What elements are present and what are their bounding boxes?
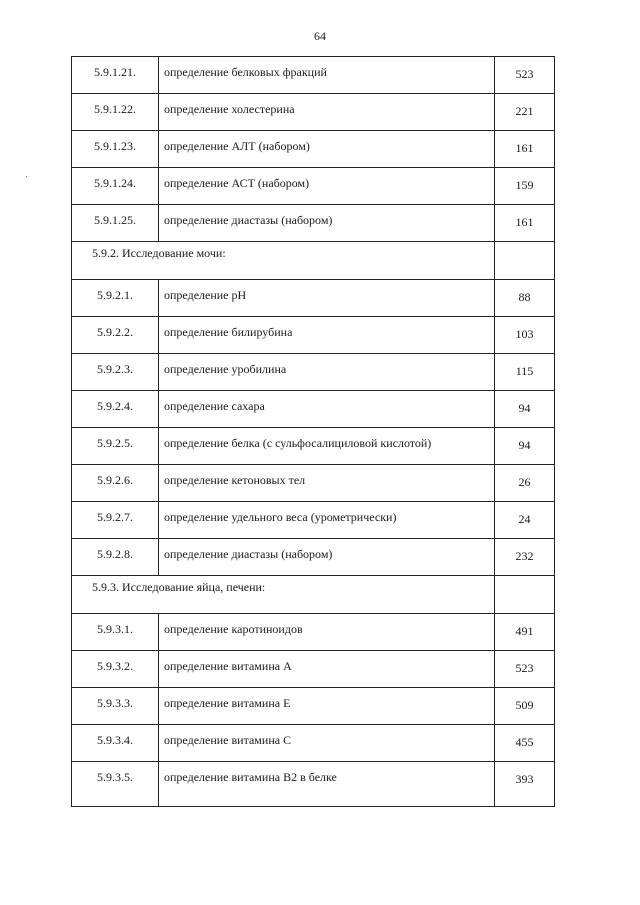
row-value: 161 bbox=[495, 131, 555, 168]
row-name: определение рН bbox=[159, 280, 495, 317]
row-value: 24 bbox=[495, 502, 555, 539]
row-value: 509 bbox=[495, 688, 555, 725]
row-value: 523 bbox=[495, 651, 555, 688]
row-code: 5.9.3.5. bbox=[72, 762, 159, 807]
section-value-cell bbox=[495, 242, 555, 280]
row-code: 5.9.2.4. bbox=[72, 391, 159, 428]
row-value: 103 bbox=[495, 317, 555, 354]
row-name: определение белка (с сульфосалициловой кислотой) bbox=[159, 428, 495, 465]
table-row bbox=[72, 280, 555, 317]
row-code: 5.9.2.3. bbox=[72, 354, 159, 391]
table-row bbox=[72, 131, 555, 168]
table-row bbox=[72, 205, 555, 242]
row-value: 159 bbox=[495, 168, 555, 205]
row-name: определение каротиноидов bbox=[159, 614, 495, 651]
section-title: 5.9.3. Исследование яйца, печени: bbox=[72, 576, 495, 614]
row-value: 523 bbox=[495, 57, 555, 94]
row-value: 88 bbox=[495, 280, 555, 317]
row-value: 393 bbox=[495, 762, 555, 807]
row-value: 455 bbox=[495, 725, 555, 762]
table-row bbox=[72, 57, 555, 94]
row-code: 5.9.3.2. bbox=[72, 651, 159, 688]
scan-speck bbox=[26, 176, 27, 177]
row-name: определение АСТ (набором) bbox=[159, 168, 495, 205]
table-body bbox=[72, 57, 555, 807]
row-value: 94 bbox=[495, 428, 555, 465]
table-row bbox=[72, 651, 555, 688]
row-name: определение сахара bbox=[159, 391, 495, 428]
table-row bbox=[72, 391, 555, 428]
table-row bbox=[72, 688, 555, 725]
section-value-cell bbox=[495, 576, 555, 614]
row-name: определение диастазы (набором) bbox=[159, 539, 495, 576]
row-value: 161 bbox=[495, 205, 555, 242]
row-name: определение диастазы (набором) bbox=[159, 205, 495, 242]
page-number: 64 bbox=[314, 29, 326, 43]
row-name: определение кетоновых тел bbox=[159, 465, 495, 502]
table-row bbox=[72, 502, 555, 539]
table-row bbox=[72, 317, 555, 354]
row-name: определение витамина В2 в белке bbox=[159, 762, 495, 807]
table-row bbox=[72, 354, 555, 391]
row-code: 5.9.1.24. bbox=[72, 168, 159, 205]
row-name: определение витамина Е bbox=[159, 688, 495, 725]
row-name: определение удельного веса (урометрически) bbox=[159, 502, 495, 539]
row-code: 5.9.2.8. bbox=[72, 539, 159, 576]
row-code: 5.9.1.25. bbox=[72, 205, 159, 242]
row-name: определение билирубина bbox=[159, 317, 495, 354]
table-row bbox=[72, 94, 555, 131]
row-value: 232 bbox=[495, 539, 555, 576]
price-table bbox=[71, 56, 555, 807]
row-name: определение витамина С bbox=[159, 725, 495, 762]
row-code: 5.9.2.2. bbox=[72, 317, 159, 354]
row-value: 115 bbox=[495, 354, 555, 391]
row-value: 26 bbox=[495, 465, 555, 502]
table-row bbox=[72, 465, 555, 502]
row-value: 221 bbox=[495, 94, 555, 131]
row-name: определение холестерина bbox=[159, 94, 495, 131]
table-row bbox=[72, 428, 555, 465]
table-row bbox=[72, 168, 555, 205]
row-code: 5.9.1.23. bbox=[72, 131, 159, 168]
row-name: определение витамина А bbox=[159, 651, 495, 688]
row-name: определение АЛТ (набором) bbox=[159, 131, 495, 168]
row-code: 5.9.2.6. bbox=[72, 465, 159, 502]
row-name: определение уробилина bbox=[159, 354, 495, 391]
row-code: 5.9.2.1. bbox=[72, 280, 159, 317]
table-row bbox=[72, 539, 555, 576]
table-row bbox=[72, 725, 555, 762]
row-value: 491 bbox=[495, 614, 555, 651]
row-code: 5.9.3.3. bbox=[72, 688, 159, 725]
row-code: 5.9.1.21. bbox=[72, 57, 159, 94]
row-code: 5.9.3.1. bbox=[72, 614, 159, 651]
row-name: определение белковых фракций bbox=[159, 57, 495, 94]
row-code: 5.9.2.7. bbox=[72, 502, 159, 539]
section-header-row bbox=[72, 242, 555, 280]
section-title: 5.9.2. Исследование мочи: bbox=[72, 242, 495, 280]
table-row bbox=[72, 762, 555, 807]
row-code: 5.9.1.22. bbox=[72, 94, 159, 131]
section-header-row bbox=[72, 576, 555, 614]
row-code: 5.9.2.5. bbox=[72, 428, 159, 465]
row-value: 94 bbox=[495, 391, 555, 428]
table-row bbox=[72, 614, 555, 651]
row-code: 5.9.3.4. bbox=[72, 725, 159, 762]
